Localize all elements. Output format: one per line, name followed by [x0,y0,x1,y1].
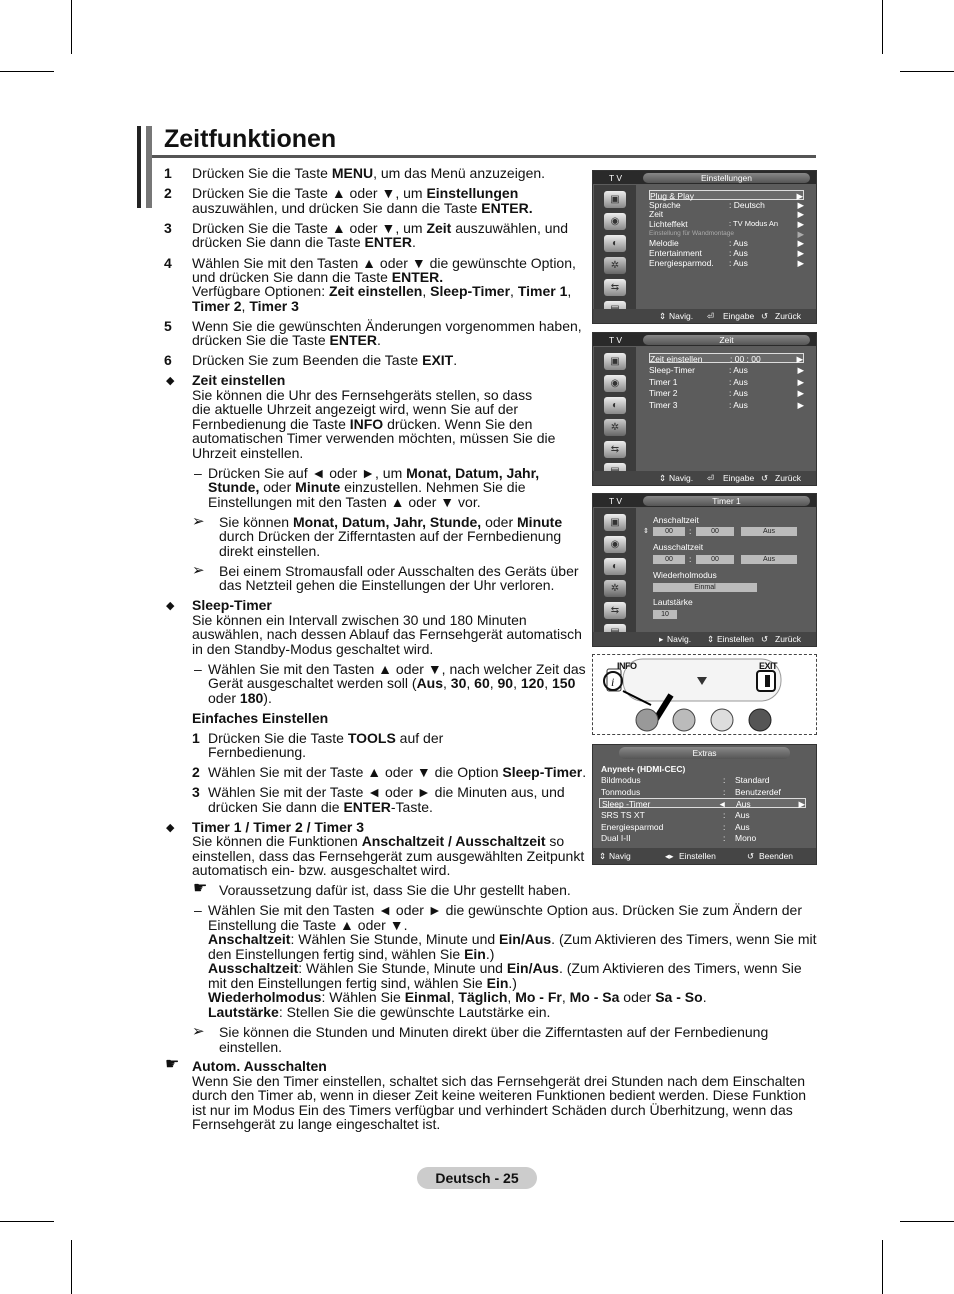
step-text: drücken Sie dann die ENTER-Taste. [208,799,433,815]
step-number: 1 [164,165,172,181]
menu-row-label: Bildmodus [601,775,641,785]
svg-text:i: i [611,675,615,689]
step-text: Drücken Sie die Taste ▲ oder ▼, um Einstellungen [192,185,519,201]
menu-row-value: Mono [735,833,757,843]
right-arrow-icon: ▶ [797,238,804,248]
body-line: einstellen. [219,1039,283,1055]
step-number: 3 [192,784,200,800]
menu-row-label: Lichteffekt [649,219,688,229]
crop-mark [0,1221,54,1222]
step-text: Wählen Sie mit der Taste ▲ oder ▼ die Option Sleep-Timer. [208,764,587,780]
menu-footer [593,309,816,323]
menu-row[interactable] [649,365,804,375]
right-arrow-icon: ▶ [798,799,805,809]
menu-row-label: Energiesparmod [601,822,664,832]
sound-icon[interactable]: ◉ [604,536,626,553]
note-arrow-icon: ➢ [192,1023,205,1040]
body-line: Drücken Sie auf ◄ oder ►, um Monat, Datum, Jahr, [208,465,540,481]
off-minute-field[interactable]: 00 [696,555,734,564]
menu-row-label: Timer 1 [649,377,678,387]
subsection-heading: Einfaches Einstellen [192,710,329,726]
menu-row-label: Timer 3 [649,400,678,410]
footer-set: Einstellen [679,851,716,861]
body-line: die aktuelle Uhrzeit angezeigt wird, wenn Sie auf der [192,401,519,417]
menu-header [593,494,816,507]
step-text: Wenn Sie die gewünschten Änderungen vorgenommen haben, [192,318,582,334]
body-line: Lautstärke: Stellen Sie die gewünschte Lautstärke ein. [208,1004,551,1020]
right-arrow-icon: ▶ [797,400,804,410]
setup-gear-icon[interactable]: ✲ [604,419,626,436]
time-separator: : [689,526,692,536]
menu-row-value: : Aus [729,377,748,387]
menu-row-value: : Deutsch [729,200,765,210]
body-line: Einstellung die Taste ▲ oder ▼. [208,917,408,933]
diamond-bullet: ◆ [166,600,175,612]
menu-row-value: : Aus [729,400,748,410]
menu-row-value: Aus [735,822,750,832]
right-arrow-icon: ▶ [797,209,804,219]
updown-arrow-icon: ⇕ [599,851,607,861]
on-time-label: Anschaltzeit [653,515,699,525]
off-state-field[interactable]: Aus [741,555,797,564]
footer-exit: Beenden [759,851,794,861]
body-line: Wiederholmodus: Wählen Sie Einmal, Täglich, Mo - Fr, Mo - Sa oder Sa - So. [208,989,707,1005]
menu-zeit [592,332,817,486]
menu-row-label: SRS TS XT [601,810,645,820]
footer-back: Zurück [775,634,801,644]
menu-row-value: : Aus [729,248,748,258]
body-line: Sie können die Stunden und Minuten direkt über die Zifferntasten auf der Fernbedienung [219,1024,769,1040]
body-line: Sie können Monat, Datum, Jahr, Stunde, oder Minute [219,514,563,530]
picture-icon[interactable]: ▣ [604,514,626,531]
menu-source: T V [609,173,623,183]
step-text: Verfügbare Optionen: Zeit einstellen, Sleep-Timer, Timer 1, [192,283,572,299]
menu-einstellungen [592,170,817,324]
step-text: Wählen Sie mit den Tasten ▲ oder ▼ die gewünschte Option, [192,255,576,271]
menu-row-sep: : [723,787,726,797]
menu-icon-column [594,347,636,484]
menu-row[interactable] [649,388,804,398]
step-text: auszuwählen, und drücken Sie dann die Taste ENTER. [192,200,533,216]
step-text: Timer 2, Timer 3 [192,298,299,314]
menu-row-label: Plug & Play [650,191,694,201]
volume-label: Lautstärke [653,597,693,607]
menu-row-value: Aus [736,799,751,809]
step-number: 3 [164,220,172,236]
menu-row-value: Aus [735,810,750,820]
page-title: Zeitfunktionen [164,125,337,153]
body-line: Wenn Sie den Timer einstellen, schaltet sich das Fernsehgerät drei Stunden nach dem Einschalten [192,1073,805,1089]
time-separator: : [689,554,692,564]
step-text: und drücken Sie dann die Taste ENTER. [192,269,444,285]
body-line: Sie können ein Intervall zwischen 30 und 180 Minuten [192,612,527,628]
right-arrow-icon: ▶ [797,365,804,375]
off-time-label: Ausschaltzeit [653,542,704,552]
menu-extras [592,744,817,865]
menu-source: T V [609,496,623,506]
menu-title: Zeit [643,335,810,345]
right-arrow-icon: ▶ [797,377,804,387]
menu-source: T V [609,335,623,345]
menu-title: Einstellungen [643,173,810,183]
volume-field[interactable]: 10 [653,610,677,619]
sound-icon[interactable]: ◉ [604,375,626,392]
footer-navig: Navig. [669,311,694,321]
menu-row[interactable] [649,377,804,387]
body-line: Gerät ausgeschaltet werden soll (Aus, 30, 60, 90, 120, 150 [208,675,576,691]
info-button-label[interactable]: INFO [617,661,637,671]
menu-row-label: Energiesparmod. [649,258,714,268]
menu-row-sep: : [723,810,726,820]
channel-icon[interactable]: ◐ [604,558,626,575]
menu-row[interactable] [601,822,806,832]
menu-timer-1 [592,493,817,647]
right-arrow-icon: ▶ [797,248,804,258]
crop-mark [0,71,54,72]
step-number: 1 [192,730,200,746]
on-hour-field[interactable]: 00 [653,527,685,536]
footer-set: Einstellen [717,634,754,644]
body-line: in den Standby-Modus geschaltet wird. [192,641,434,657]
menu-row-label: Entertainment [649,248,702,258]
setup-gear-icon[interactable]: ✲ [604,580,626,597]
body-line: Wählen Sie mit den Tasten ◄ oder ► die gewünschte Option aus. Drücken Sie zum Ändern der [208,902,802,918]
menu-footer [593,632,816,646]
menu-row-sep: : [723,833,726,843]
title-bar-accent [146,126,152,208]
step-number: 2 [164,185,172,201]
menu-row-value: : Aus [729,238,748,248]
body-line: den Einstellungen fertig sind, wählen Sie Ein.) [208,946,495,962]
body-line: Sie können die Funktionen Anschaltzeit / Ausschaltzeit so [192,833,565,849]
menu-row-label[interactable]: Anynet+ (HDMI-CEC) [601,764,686,774]
step-text: Drücken Sie die Taste TOOLS auf der [208,730,444,746]
menu-row-value: : 00 : 00 [730,354,761,364]
menu-row[interactable] [649,248,804,258]
left-arrow-icon: ◄ [718,799,727,809]
diamond-bullet: ◆ [166,822,175,834]
body-line: Ausschaltzeit: Wählen Sie Stunde, Minute und Ein/Aus. (Zum Aktivieren des Timers, wenn Sie [208,960,802,976]
footer-back: Zurück [775,473,801,483]
body-line: automatischen Timer verwenden möchten, müssen Sie die [192,430,556,446]
footer-navig: Navig. [669,473,694,483]
title-bar-accent [137,126,141,208]
right-arrow-icon: ▶ [797,258,804,268]
crop-mark [71,1240,72,1294]
body-line: Sie können die Uhr des Fernsehgeräts stellen, so dass [192,387,533,403]
menu-row-label: Einstellung für Wandmontage [649,230,735,237]
menu-row[interactable] [649,238,804,248]
body-line: ist nur im Modus Ein des Timers verfügbar und verhindert Schäden durch Überhitzung, wenn das [192,1102,793,1118]
menu-row[interactable] [649,258,804,268]
crop-mark [882,0,883,54]
menu-row[interactable] [649,190,804,200]
right-arrow-icon: ▶ [797,388,804,398]
input-icon[interactable]: ⇆ [604,441,626,458]
menu-row-selected[interactable] [599,798,806,808]
channel-icon[interactable]: ◐ [604,397,626,414]
body-line: Uhrzeit einstellen. [192,445,304,461]
note-arrow-icon: ➢ [192,562,205,579]
input-icon[interactable]: ⇆ [604,279,626,296]
menu-row[interactable] [649,400,804,410]
menu-row-label: Tonmodus [601,787,641,797]
hand-pointer-icon: ☛ [165,1056,180,1073]
footer-back: Zurück [775,311,801,321]
body-line: mit den Einstellungen fertig sind, wählen Sie Ein.) [208,975,517,991]
body-line: direkt einstellen. [219,543,321,559]
menu-icon-column [594,508,636,645]
right-arrow-icon: ▶ [797,219,804,229]
body-line: automatisch ein- bzw. ausgeschaltet wird. [192,862,451,878]
body-line: durch Drücken der Zifferntasten auf der Fernbedienung [219,528,562,544]
step-text: drücken Sie dann die Taste ENTER. [192,234,416,250]
hand-pointer-icon: ☛ [193,880,208,897]
body-line: Bei einem Stromausfall oder Ausschalten des Geräts über [219,563,579,579]
exit-button-label[interactable]: EXIT [759,661,778,671]
menu-row[interactable] [649,219,804,229]
step-text: drücken Sie die Taste ENTER. [192,332,381,348]
right-arrow-icon: ▶ [797,229,804,239]
step-number: 6 [164,352,172,368]
body-line: einstellen, dass das Fernsehgerät zum ausgewählten Zeitpunkt [192,848,585,864]
on-state-field[interactable]: Aus [741,527,797,536]
menu-row-value: : Aus [729,388,748,398]
menu-footer [593,471,816,485]
title-rule [152,155,816,158]
menu-row-sep: : [723,822,726,832]
body-line: Fernbedienung die Taste INFO drücken. Wenn Sie den [192,416,533,432]
menu-row-value: Standard [735,775,770,785]
right-arrow-icon: ▶ [796,354,803,364]
menu-row[interactable] [601,810,806,820]
menu-row-label: Sleep -Timer [602,799,651,809]
dash-bullet: – [194,465,202,481]
on-minute-field[interactable]: 00 [696,527,734,536]
menu-row-value: Benutzerdef [735,787,781,797]
menu-row-label: Sprache [649,200,681,210]
dash-bullet: – [194,661,202,677]
menu-row-value: : Aus [729,365,748,375]
menu-row[interactable] [649,353,804,363]
menu-header [593,333,816,346]
section-heading: Zeit einstellen [192,372,286,388]
menu-row-label: Timer 2 [649,388,678,398]
return-icon: ↺ [747,851,755,861]
menu-title: Timer 1 [643,496,810,506]
enter-icon: ⏎ [707,473,715,483]
menu-row-label: Melodie [649,238,679,248]
enter-icon: ⏎ [707,311,715,321]
step-text: Drücken Sie die Taste MENU, um das Menü anzuzeigen. [192,165,546,181]
menu-row-label: Sleep-Timer [649,365,695,375]
crop-mark [882,1240,883,1294]
step-text: Drücken Sie die Taste ▲ oder ▼, um Zeit auszuwählen, und [192,220,569,236]
right-arrow-icon: ▸ [659,634,664,644]
menu-icon-column [594,185,636,322]
body-line: das Netzteil gehen die Einstellungen der Uhr verloren. [219,577,555,593]
step-text: Wählen Sie mit der Taste ◄ oder ► die Minuten aus, und [208,784,565,800]
footer-navig: Navig [609,851,631,861]
diamond-bullet: ◆ [166,375,175,387]
menu-title: Extras [619,747,790,759]
updown-arrow-icon: ⇕ [659,473,667,483]
section-heading: Sleep-Timer [192,597,272,613]
body-line: oder 180). [208,690,272,706]
channel-icon[interactable]: ◐ [604,235,626,252]
footer-navig: Navig. [667,634,692,644]
leftright-arrow-icon: ◂▸ [665,851,674,861]
right-arrow-icon: ▶ [797,200,804,210]
body-line: Stunde, oder Minute einzustellen. Nehmen Sie die [208,479,526,495]
sound-icon[interactable]: ◉ [604,213,626,230]
footer-enter: Eingabe [723,311,755,321]
step-number: 2 [192,764,200,780]
crop-mark [71,0,72,54]
menu-row[interactable] [601,775,806,785]
return-icon: ↺ [761,311,769,321]
body-line: Fernsehgerät zu lange eingeschaltet ist. [192,1116,441,1132]
body-line: auswählen, nach dessen Ablauf das Fernsehgerät automatisch [192,626,582,642]
menu-row-value: : TV Modus An [729,219,779,228]
footer-enter: Eingabe [723,473,755,483]
updown-arrow-icon: ⇕ [659,311,667,321]
remote-control-illustration [592,654,817,735]
crop-mark [900,1221,954,1222]
picture-icon[interactable]: ▣ [604,353,626,370]
section-heading: Autom. Ausschalten [192,1058,327,1074]
body-line: Anschaltzeit: Wählen Sie Stunde, Minute und Ein/Aus. (Zum Aktivieren des Timers, wenn Sie mit [208,931,817,947]
right-arrow-icon: ▶ [796,191,803,201]
crop-mark [900,71,954,72]
section-heading: Timer 1 / Timer 2 / Timer 3 [192,819,364,835]
updown-arrow-icon: ⇕ [707,634,715,644]
step-number: 4 [164,255,172,271]
body-line: durch den Timer ab, wenn in dieser Zeit keine weiteren Funktionen bedient werden. Diese Funktion [192,1087,807,1103]
body-line: Voraussetzung dafür ist, dass Sie die Uhr gestellt haben. [219,882,571,898]
picture-icon[interactable]: ▣ [604,191,626,208]
menu-row[interactable] [601,833,806,843]
menu-row[interactable] [601,787,806,797]
dash-bullet: – [194,902,202,918]
repeat-label: Wiederholmodus [653,570,717,580]
menu-row-sep: : [723,775,726,785]
return-icon: ↺ [761,634,769,644]
body-line: Einstellungen mit den Tasten ▲ oder ▼ vor. [208,494,481,510]
input-icon[interactable]: ⇆ [604,602,626,619]
repeat-field[interactable]: Einmal [653,583,757,592]
menu-header [593,171,816,184]
setup-gear-icon[interactable]: ✲ [604,257,626,274]
note-arrow-icon: ➢ [192,513,205,530]
page-number: Deutsch - 25 [417,1167,537,1189]
step-text: Fernbedienung. [208,744,307,760]
updown-arrow-icon: ⇕ [643,528,649,535]
step-text: Drücken Sie zum Beenden die Taste EXIT. [192,352,458,368]
menu-row[interactable] [649,209,804,219]
menu-row-label: Dual I-II [601,833,631,843]
body-line: Wählen Sie mit den Tasten ▲ oder ▼, nach welcher Zeit das [208,661,586,677]
step-number: 5 [164,318,172,334]
menu-row-label: Zeit [649,209,664,219]
menu-footer [593,848,816,864]
return-icon: ↺ [761,473,769,483]
menu-row-label: Zeit einstellen [650,354,703,364]
menu-row-value: : Aus [729,258,748,268]
off-hour-field[interactable]: 00 [653,555,685,564]
